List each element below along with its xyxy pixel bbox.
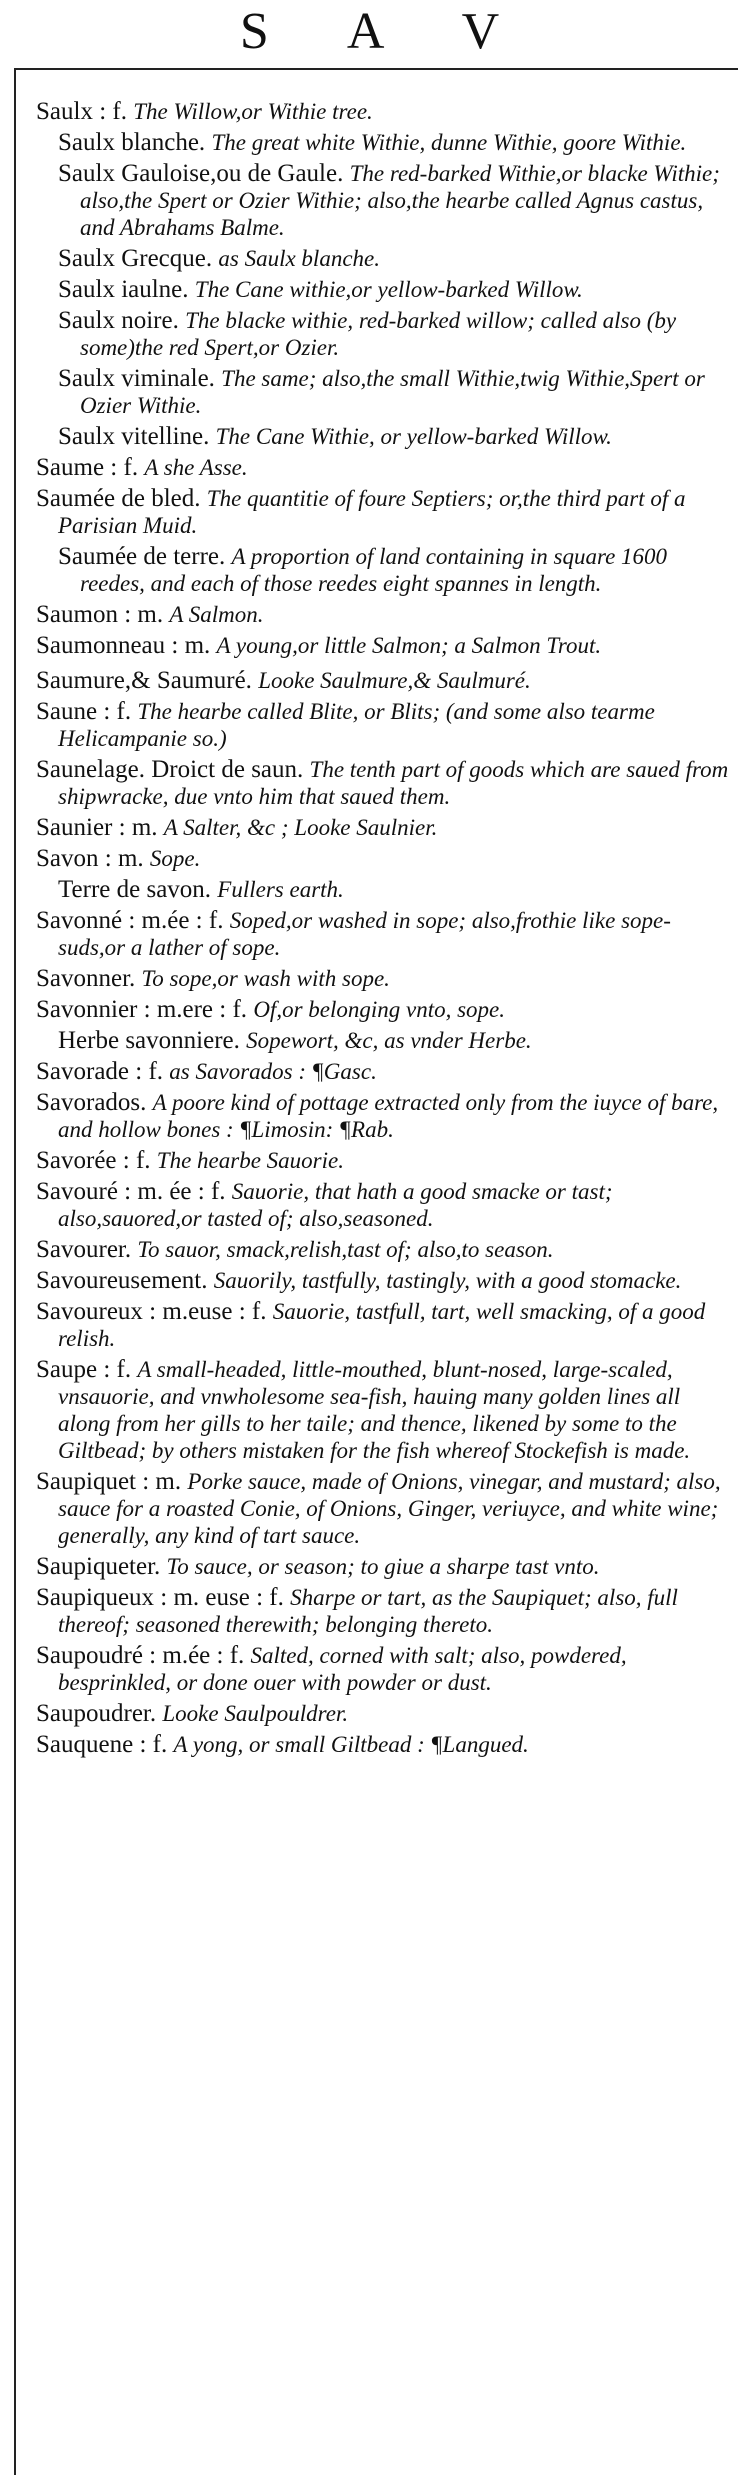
dictionary-entry [58, 245, 730, 272]
entry-headword: Savonner. [36, 965, 136, 992]
entry-headword: Savouré : m. ée : f. [36, 1178, 226, 1205]
dictionary-entry [36, 1178, 730, 1232]
entry-definition: Looke Saulpouldrer. [162, 1701, 349, 1726]
dictionary-entries [36, 98, 730, 1762]
entry-definition: A Salter, &c ; Looke Saulnier. [163, 815, 438, 840]
entry-headword: Saumure,& Saumuré. [36, 667, 252, 694]
entry-definition: The Cane withie,or yellow-barked Willow. [194, 277, 583, 302]
entry-definition: Sauorily, tastfully, tastingly, with a good stomacke. [213, 1268, 682, 1293]
entry-headword: Saulx blanche. [58, 129, 206, 156]
entry-headword: Herbe savonniere. [58, 1027, 240, 1054]
entry-headword: Saumée de terre. [58, 543, 226, 570]
dictionary-entry [36, 485, 730, 539]
dictionary-entry [58, 160, 730, 241]
entry-definition: Sauorie, that hath a good smacke or tast; also,sauored,or tasted of; also,seasoned. [58, 1179, 613, 1231]
entry-headword: Saume : f. [36, 454, 139, 481]
dictionary-entry [36, 454, 730, 481]
entry-headword: Saulx viminale. [58, 365, 215, 392]
dictionary-entry [58, 876, 730, 903]
page-title: S A V [239, 3, 534, 60]
dictionary-entry [58, 365, 730, 419]
entry-definition: Sauorie, tastfull, tart, well smacking, of a good relish. [58, 1299, 706, 1351]
entry-definition: as Saulx blanche. [218, 246, 380, 271]
entry-headword: Savon : m. [36, 845, 144, 872]
entry-definition: The hearbe Sauorie. [156, 1148, 344, 1173]
entry-definition: The hearbe called Blite, or Blits; (and some also tearme Helicampanie so.) [58, 699, 655, 751]
entry-definition: The Cane Withie, or yellow-barked Willow. [215, 424, 612, 449]
entry-definition: The blacke withie, red-barked willow; called also (by some)the red Spert,or Ozier. [80, 308, 677, 360]
dictionary-entry [36, 1642, 730, 1696]
dictionary-entry [36, 1584, 730, 1638]
entry-headword: Saulx : f. [36, 98, 127, 125]
entry-headword: Saunelage. Droict de saun. [36, 756, 304, 783]
entry-headword: Saune : f. [36, 698, 132, 725]
dictionary-entry [36, 1089, 730, 1143]
entry-headword: Savonné : m.ée : f. [36, 907, 224, 934]
dictionary-entry [58, 307, 730, 361]
dictionary-entry [36, 601, 730, 628]
entry-definition: The Willow,or Withie tree. [133, 99, 373, 124]
entry-definition: The quantitie of foure Septiers; or,the third part of a Parisian Muid. [58, 486, 686, 538]
entry-definition: Sharpe or tart, as the Saupiquet; also, full thereof; seasoned therewith; belonging thereto. [58, 1585, 678, 1637]
entry-definition: Of,or belonging vnto, sope. [253, 997, 506, 1022]
entry-headword: Savorados. [36, 1089, 147, 1116]
dictionary-entry [36, 1553, 730, 1580]
entry-headword: Savoureusement. [36, 1267, 208, 1294]
dictionary-entry [36, 1147, 730, 1174]
entry-definition: The great white Withie, dunne Withie, goore Withie. [211, 130, 687, 155]
entry-definition: A Salmon. [169, 602, 264, 627]
dictionary-entry [36, 907, 730, 961]
entry-definition: The red-barked Withie,or blacke Withie; also,the Spert or Ozier Withie; also,the hearbe called Agnus castus, and Abrahams Balme. [80, 161, 720, 240]
entry-headword: Savonnier : m.ere : f. [36, 996, 248, 1023]
entry-headword: Saulx Grecque. [58, 245, 213, 272]
entry-headword: Saulx vitelline. [58, 423, 210, 450]
entry-headword: Saumonneau : m. [36, 632, 211, 659]
entry-headword: Saupe : f. [36, 1356, 132, 1383]
entry-definition: Porke sauce, made of Onions, vinegar, and mustard; also, sauce for a roasted Conie, of Onions, Ginger, veriuyce, and white wine; generally, any kind of tart sauce. [58, 1469, 721, 1548]
entry-definition: To sauce, or season; to giue a sharpe tast vnto. [166, 1554, 600, 1579]
dictionary-entry [36, 756, 730, 810]
entry-definition: A proportion of land containing in square 1600 reedes, and each of those reedes eight spannes in length. [80, 544, 668, 596]
dictionary-entry [36, 1700, 730, 1727]
dictionary-entry [36, 1298, 730, 1352]
entry-definition: A small-headed, little-mouthed, blunt-nosed, large-scaled, vnsauorie, and vnwholesome sea-fish, hauing many golden lines all along from her gills to her taile; and thence, likened by some to the Giltbead; by others mistaken for the fish whereof Stockefish is made. [58, 1357, 691, 1463]
entry-definition: Sope. [149, 846, 201, 871]
entry-headword: Saupiquet : m. [36, 1468, 182, 1495]
entry-headword: Saumée de bled. [36, 485, 201, 512]
entry-headword: Saupiqueux : m. euse : f. [36, 1584, 284, 1611]
entry-definition: A young,or little Salmon; a Salmon Trout. [216, 633, 602, 658]
entry-definition: Fullers earth. [217, 877, 344, 902]
dictionary-entry [58, 543, 730, 597]
dictionary-entry [36, 1468, 730, 1549]
dictionary-entry [36, 1236, 730, 1263]
dictionary-entry [36, 632, 730, 659]
entry-headword: Sauquene : f. [36, 1731, 168, 1758]
entry-headword: Saulx noire. [58, 307, 179, 334]
entry-definition: The same; also,the small Withie,twig Withie,Spert or Ozier Withie. [80, 366, 705, 418]
dictionary-entry [36, 814, 730, 841]
dictionary-entry [36, 698, 730, 752]
entry-definition: A yong, or small Giltbead : ¶Langued. [173, 1732, 529, 1757]
entry-definition: Looke Saulmure,& Saulmuré. [258, 668, 531, 693]
dictionary-entry [36, 1731, 730, 1758]
dictionary-entry [36, 845, 730, 872]
entry-definition: A she Asse. [144, 455, 248, 480]
entry-headword: Savoureux : m.euse : f. [36, 1298, 267, 1325]
dictionary-entry [58, 1027, 730, 1054]
dictionary-entry [36, 1267, 730, 1294]
entry-definition: Sopewort, &c, as vnder Herbe. [246, 1028, 532, 1053]
dictionary-entry [36, 98, 730, 125]
entry-definition: To sope,or wash with sope. [141, 966, 390, 991]
dictionary-entry [36, 1356, 730, 1464]
dictionary-entry [58, 276, 730, 303]
entry-definition: Soped,or washed in sope; also,frothie like sope-suds,or a lather of sope. [58, 908, 671, 960]
entry-headword: Saupiqueter. [36, 1553, 161, 1580]
entry-headword: Savorée : f. [36, 1147, 151, 1174]
entry-headword: Saumon : m. [36, 601, 164, 628]
entry-definition: A poore kind of pottage extracted only from the iuyce of bare, and hollow bones : ¶Limosin: ¶Rab. [58, 1090, 719, 1142]
entry-headword: Saulx Gauloise,ou de Gaule. [58, 160, 344, 187]
page-header [0, 0, 739, 64]
dictionary-entry [58, 129, 730, 156]
entry-headword: Saupoudrer. [36, 1700, 157, 1727]
entry-definition: Salted, corned with salt; also, powdered, besprinkled, or done ouer with powder or dust. [58, 1643, 627, 1695]
dictionary-entry [36, 1058, 730, 1085]
entry-headword: Savourer. [36, 1236, 132, 1263]
dictionary-entry [58, 423, 730, 450]
entry-headword: Saunier : m. [36, 814, 158, 841]
dictionary-entry [36, 996, 730, 1023]
entry-headword: Savorade : f. [36, 1058, 164, 1085]
dictionary-entry [36, 965, 730, 992]
entry-definition: as Savorados : ¶Gasc. [169, 1059, 377, 1084]
entry-headword: Terre de savon. [58, 876, 212, 903]
entry-headword: Saupoudré : m.ée : f. [36, 1642, 245, 1669]
entry-headword: Saulx iaulne. [58, 276, 189, 303]
dictionary-entry [36, 667, 730, 694]
entry-definition: The tenth part of goods which are saued from shipwracke, due vnto him that saued them. [58, 757, 729, 809]
entry-definition: To sauor, smack,relish,tast of; also,to season. [137, 1237, 554, 1262]
